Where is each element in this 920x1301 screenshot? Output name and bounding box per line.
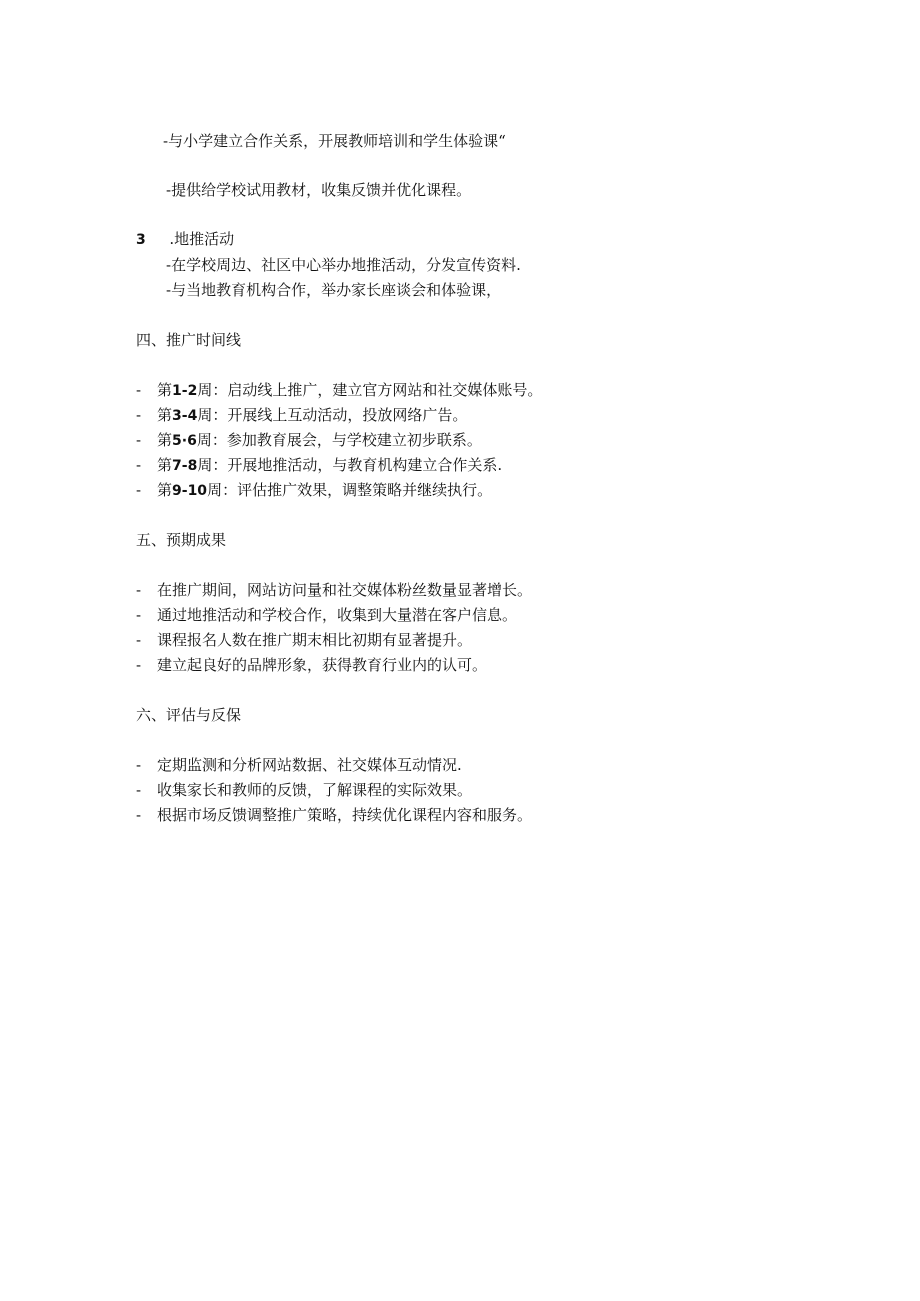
section-title-text: .地推活动	[169, 230, 235, 248]
list-item-text: 根据市场反馈调整推广策略，持续优化课程内容和服务。	[157, 806, 533, 824]
list-item	[136, 808, 532, 823]
timeline-text: 周：启动线上推广，建立官方网站和社交媒体账号。	[197, 381, 543, 399]
timeline-prefix: 第	[157, 456, 173, 474]
timeline-item	[136, 483, 492, 498]
section-3-title	[136, 232, 234, 247]
list-item	[136, 633, 472, 648]
timeline-prefix: 第	[157, 431, 173, 449]
list-dash: -	[136, 756, 142, 774]
timeline-prefix: 第	[157, 381, 173, 399]
list-item-text: 通过地推活动和学校合作，收集到大量潜在客户信息。	[157, 606, 518, 624]
timeline-weeks: 7-8	[172, 458, 198, 474]
timeline-weeks: 1-2	[172, 383, 198, 399]
section-heading: 五、预期成果	[136, 531, 227, 549]
list-item: -在学校周边、社区中心举办地推活动，分发宣传资料.	[166, 256, 521, 274]
list-item	[136, 658, 487, 673]
list-dash: -	[136, 656, 142, 674]
timeline-weeks: 9-10	[172, 483, 208, 499]
list-item	[136, 783, 472, 798]
list-item-text: 定期监测和分析网站数据、社交媒体互动情况.	[157, 756, 462, 774]
list-dash: -	[136, 781, 142, 799]
list-item-text: 收集家长和教师的反馈，了解课程的实际效果。	[157, 781, 473, 799]
list-item: -与当地教育机构合作，举办家长座谈会和体验课，	[166, 281, 502, 299]
list-item-text: 在推广期间，网站访问量和社交媒体粉丝数量显著增长。	[157, 581, 533, 599]
timeline-text: 周：开展线上互动活动，投放网络广告。	[197, 406, 468, 424]
timeline-text: 周：评估推广效果，调整策略并继续执行。	[207, 481, 493, 499]
intro-line: -提供给学校试用教材，收集反馈并优化课程。	[166, 181, 472, 199]
timeline-text: 周：参加教育展会，与学校建立初步联系。	[196, 431, 482, 449]
list-dash: -	[136, 806, 142, 824]
section-heading: 六、评估与反保	[136, 706, 242, 724]
list-item-text: 课程报名人数在推广期末相比初期有显著提升。	[157, 631, 473, 649]
section-number: 3	[136, 232, 146, 248]
list-item-text: 建立起良好的品牌形象，获得教育行业内的认可。	[157, 656, 488, 674]
timeline-item	[136, 458, 502, 473]
timeline-prefix: 第	[157, 481, 173, 499]
list-item	[136, 583, 532, 598]
list-dash: -	[136, 406, 142, 424]
list-dash: -	[136, 581, 142, 599]
timeline-item	[136, 433, 482, 448]
intro-line: -与小学建立合作关系，开展教师培训和学生体验课“	[163, 132, 506, 150]
section-heading: 四、推广时间线	[136, 331, 242, 349]
list-item	[136, 608, 517, 623]
timeline-item	[136, 408, 467, 423]
list-dash: -	[136, 481, 142, 499]
list-dash: -	[136, 456, 142, 474]
list-dash: -	[136, 431, 142, 449]
timeline-weeks: 5·6	[172, 433, 197, 449]
list-dash: -	[136, 606, 142, 624]
list-dash: -	[136, 631, 142, 649]
timeline-weeks: 3-4	[172, 408, 198, 424]
list-item	[136, 758, 462, 773]
list-dash: -	[136, 381, 142, 399]
timeline-text: 周：开展地推活动，与教育机构建立合作关系.	[197, 456, 503, 474]
timeline-prefix: 第	[157, 406, 173, 424]
timeline-item	[136, 383, 542, 398]
